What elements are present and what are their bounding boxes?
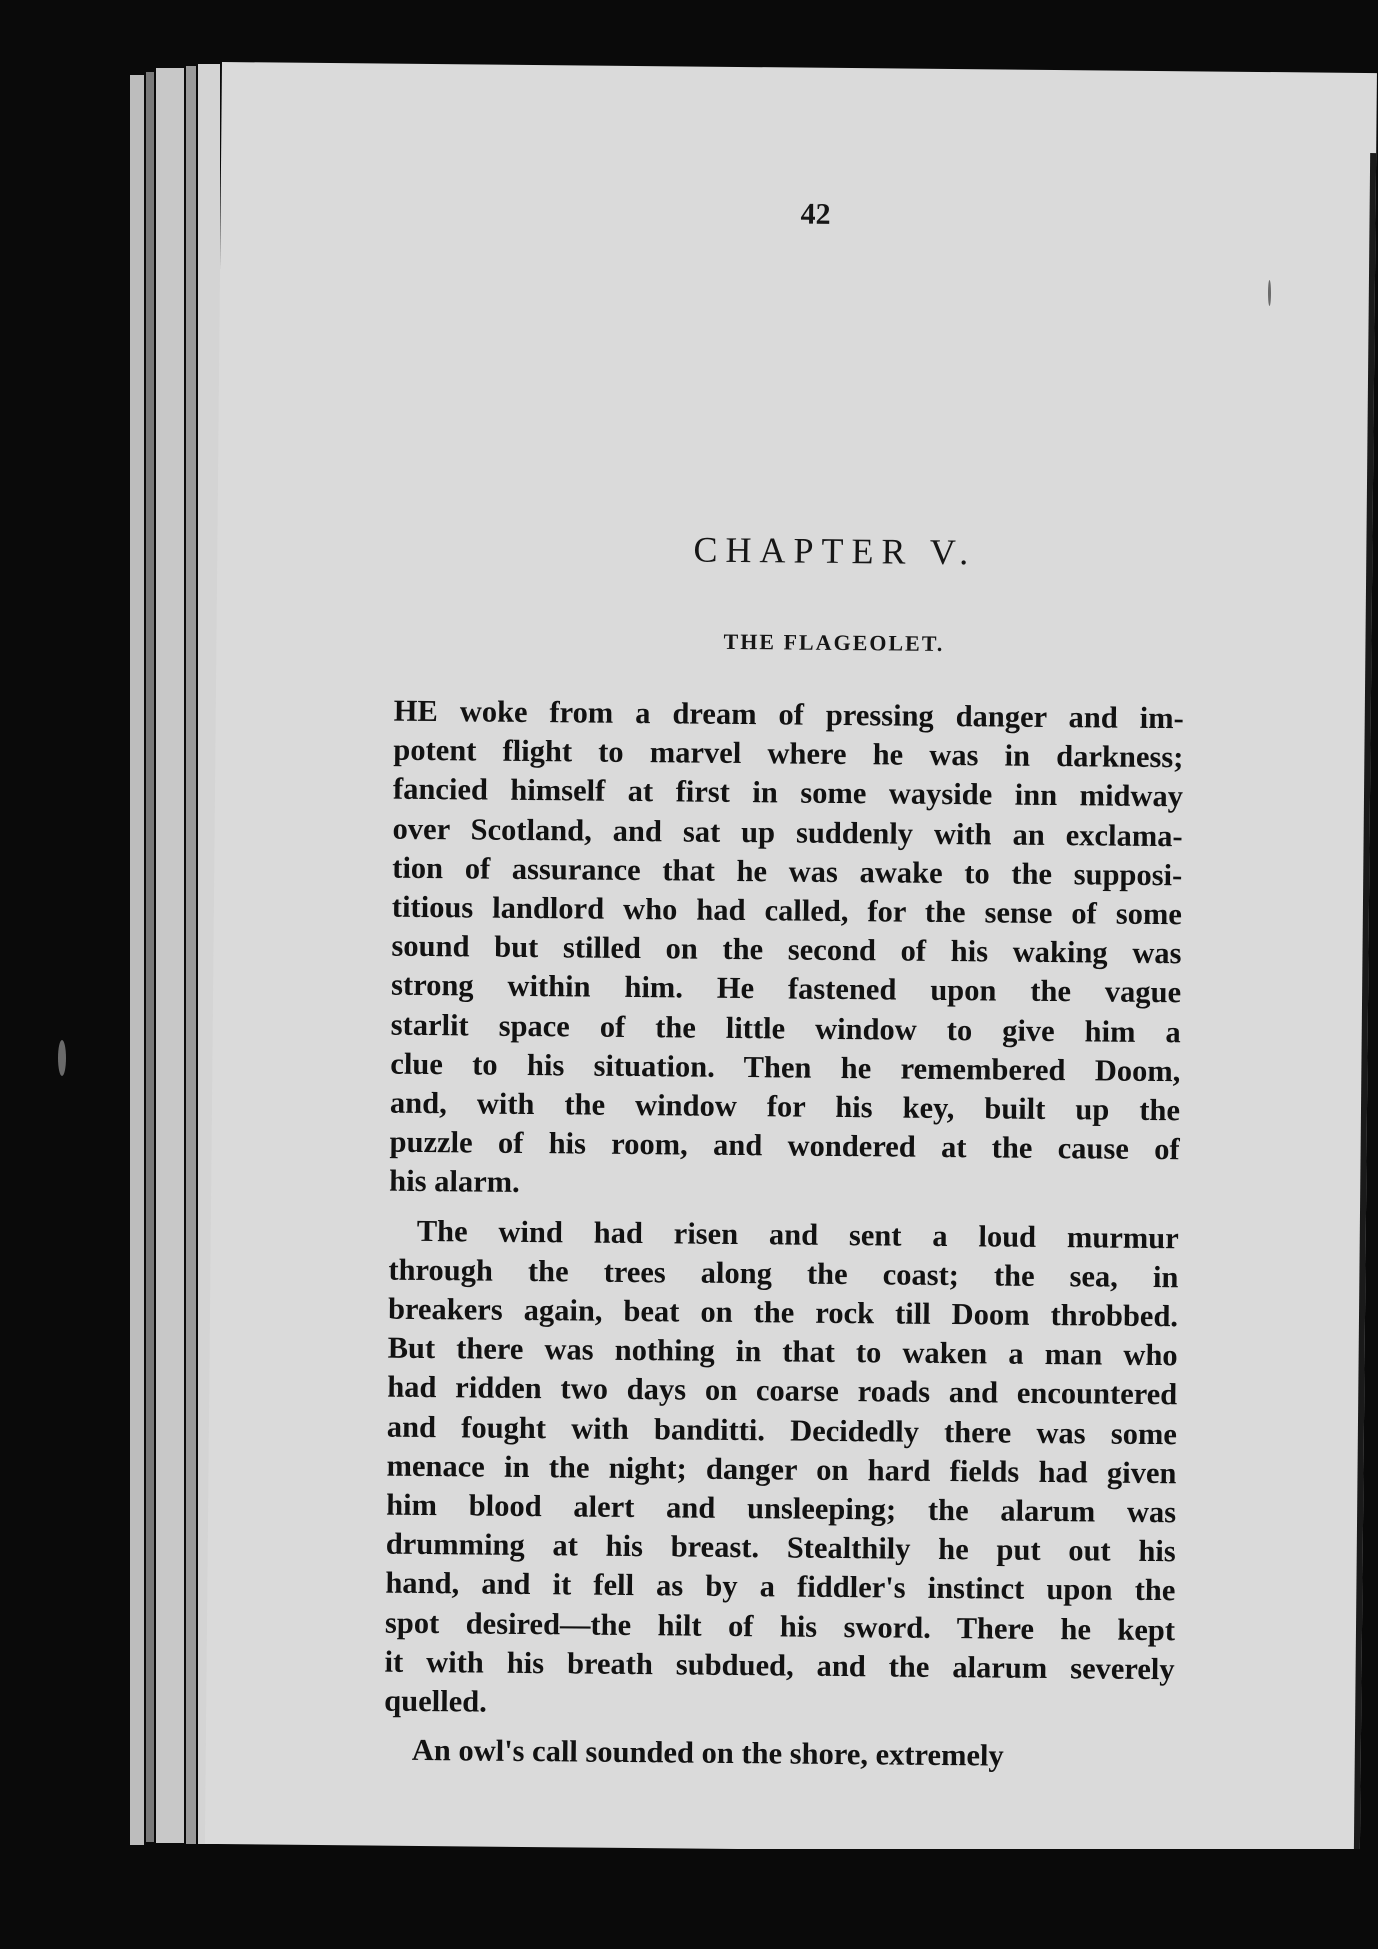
- scan-dust: [58, 1040, 66, 1076]
- text-line: puzzle of his room, and wondered at the cause of: [389, 1124, 1180, 1167]
- scan-dust: [1268, 280, 1271, 306]
- text-line: clue to his situation. Then he remembered Doom,: [390, 1046, 1181, 1089]
- text-line: breakers again, beat on the rock till Doom throbbed.: [387, 1291, 1179, 1334]
- page-shadow-edge: [1354, 153, 1376, 1853]
- text-line: potent flight to marvel where he was in darkness;: [393, 732, 1184, 775]
- page-stack-edge: [156, 68, 184, 1843]
- book-page: [205, 62, 1377, 1855]
- page-stack-edge: [130, 75, 144, 1845]
- text-line: HE woke from a dream of pressing danger and im-: [393, 693, 1184, 736]
- chapter-title: CHAPTER V.: [693, 529, 977, 573]
- text-line: An owl's call sounded on the shore, extremely: [411, 1733, 1004, 1773]
- scan-background: [0, 1849, 1378, 1949]
- text-line: and fought with banditti. Decidedly there was some: [386, 1409, 1178, 1451]
- text-line: and, with the window for his key, built up the: [389, 1085, 1181, 1128]
- chapter-subtitle: THE FLAGEOLET.: [723, 628, 945, 656]
- paragraph: [384, 1731, 1174, 1778]
- text-line: over Scotland, and sat up suddenly with an exclama-: [392, 811, 1183, 853]
- text-line: fancied himself at first in some wayside inn midway: [392, 772, 1184, 814]
- text-line: quelled.: [384, 1683, 487, 1719]
- text-line: through the trees along the coast; the sea, in: [388, 1252, 1179, 1295]
- text-line: But there was nothing in that to waken a man who: [387, 1330, 1178, 1373]
- text-line: had ridden two days on coarse roads and encountered: [387, 1370, 1178, 1412]
- text-line: titious landlord who had called, for the sense of some: [391, 889, 1183, 932]
- text-line: spot desired—the hilt of his sword. There he kept: [384, 1605, 1176, 1647]
- text-line: it with his breath subdued, and the alarum severely: [384, 1644, 1175, 1687]
- body-text: [384, 692, 1184, 1788]
- text-line: hand, and it fell as by a fiddler's instinct upon the: [385, 1566, 1176, 1608]
- text-line: him blood alert and unsleeping; the alarum was: [385, 1487, 1177, 1530]
- text-line: menace in the night; danger on hard fields had given: [386, 1448, 1177, 1491]
- text-line: tion of assurance that he was awake to the supposi-: [392, 850, 1183, 893]
- paragraph: [389, 692, 1184, 1209]
- text-line: strong within him. He fastened upon the vague: [390, 968, 1182, 1010]
- text-line: his alarm.: [389, 1164, 520, 1200]
- text-line: drumming at his breast. Stealthily he put out his: [385, 1526, 1176, 1569]
- paragraph: [384, 1211, 1179, 1728]
- text-line: sound but stilled on the second of his waking was: [391, 928, 1182, 971]
- page-stack-edge: [146, 72, 154, 1842]
- page-stack-edge: [186, 66, 196, 1844]
- text-line: The wind had risen and sent a loud murmur: [416, 1213, 1179, 1255]
- text-line: starlit space of the little window to give him a: [390, 1007, 1181, 1049]
- page-number: 42: [800, 197, 831, 231]
